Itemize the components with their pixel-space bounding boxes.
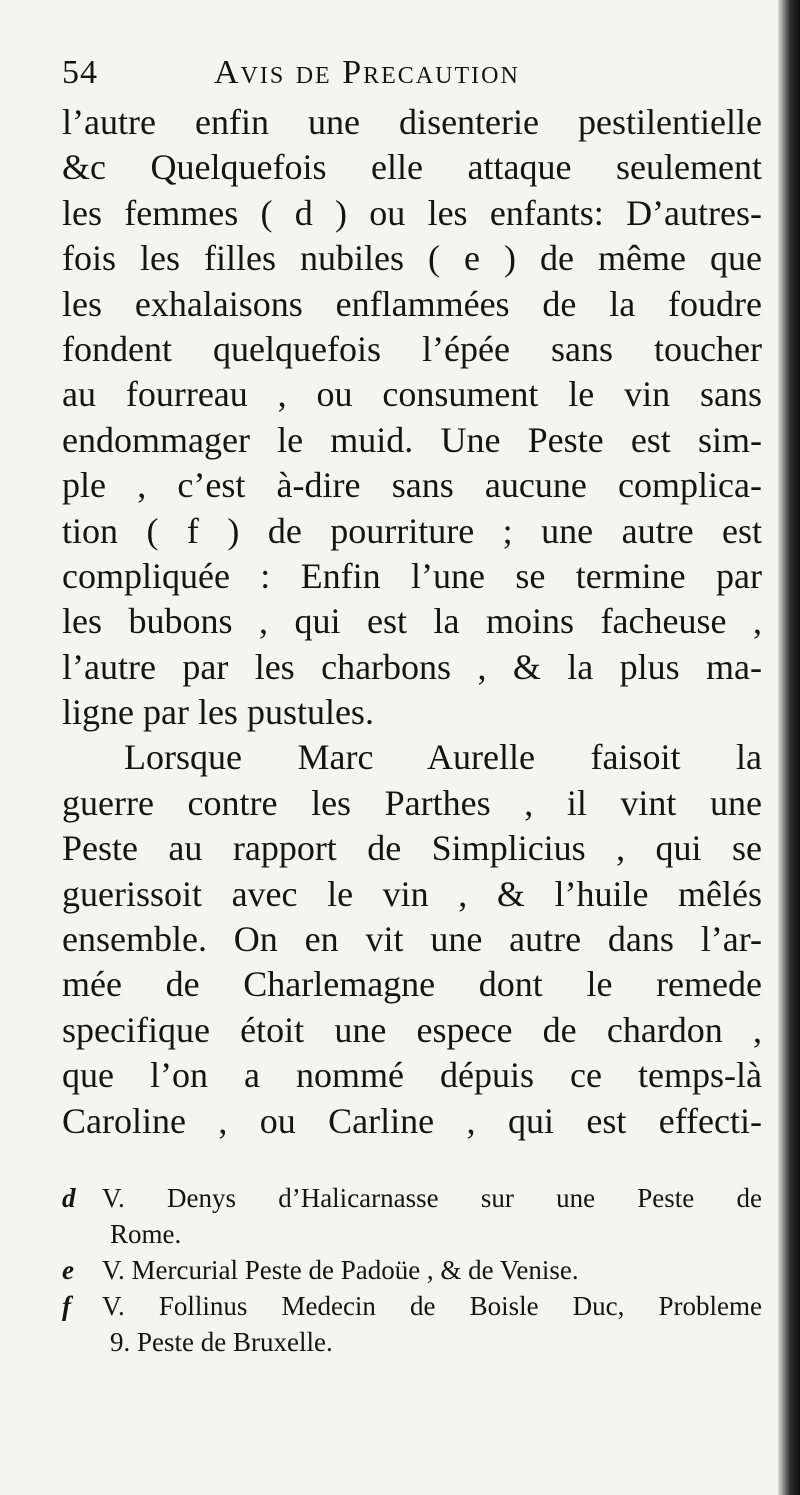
text-line: Caroline , ou Carline , qui est effecti- — [62, 1100, 762, 1141]
footnote-e — [62, 1252, 762, 1288]
text-line: Peste au rapport de Simplicius , qui se — [62, 828, 762, 869]
text-line: les exhalaisons enflammées de la foudre — [62, 283, 762, 324]
footnote-d — [62, 1180, 762, 1216]
page-header — [62, 54, 602, 100]
text-line: ensemble. On en vit une autre dans l’ar- — [62, 919, 762, 960]
text-line: que l’on a nommé dépuis ce temps-là — [62, 1055, 762, 1096]
footnote-mark: e — [62, 1255, 74, 1285]
body-text — [62, 100, 762, 1144]
text-line: tion ( f ) de pourriture ; une autre est — [62, 510, 762, 551]
text-line: l’autre enfin une disenterie pestilentielle — [62, 102, 762, 142]
footnote-f — [62, 1288, 762, 1324]
text-line: compliquée : Enfin l’une se termine par — [62, 555, 762, 596]
paragraph-end-line: ligne par les pustules. — [62, 692, 374, 733]
text-line: l’autre par les charbons , & la plus ma- — [62, 646, 762, 687]
text-line: endommager le muid. Une Peste est sim- — [62, 419, 762, 460]
text-line: fois les filles nubiles ( e ) de même que — [62, 238, 762, 279]
text-line: guerre contre les Parthes , il vint une — [62, 782, 762, 823]
paragraph-start-line: Lorsque Marc Aurelle faisoit la — [124, 737, 762, 778]
footnote-text: V. Denys d’Halicarnasse sur une Peste de — [102, 1183, 762, 1213]
footnote-text: V. Follinus Medecin de Boisle Duc, Probleme — [102, 1291, 762, 1321]
footnote-mark: d — [62, 1183, 76, 1213]
page-number: 54 — [62, 54, 98, 91]
text-line: les femmes ( d ) ou les enfants: D’autres- — [62, 192, 762, 233]
text-line: specifique étoit une espece de chardon , — [62, 1009, 762, 1050]
text-line: fondent quelquefois l’épée sans toucher — [62, 328, 762, 369]
footnote-mark: f — [62, 1291, 71, 1321]
text-line: au fourreau , ou consument le vin sans — [62, 374, 762, 415]
footnote-text: V. Mercurial Peste de Padoüe , & de Venise. — [102, 1255, 579, 1285]
page-edge-shadow — [778, 0, 800, 1495]
footnote-continuation: 9. Peste de Bruxelle. — [110, 1327, 333, 1357]
footnotes — [62, 1180, 762, 1360]
text-line: ple , c’est à-dire sans aucune complica- — [62, 465, 762, 506]
text-line: mée de Charlemagne dont le remede — [62, 964, 762, 1005]
text-line: les bubons , qui est la moins facheuse , — [62, 601, 762, 642]
running-title: Avis de Precaution — [214, 54, 520, 91]
text-line: guerissoit avec le vin , & l’huile mêlés — [62, 873, 762, 914]
text-line: &c Quelquefois elle attaque seulement — [62, 147, 762, 188]
footnote-continuation: Rome. — [110, 1219, 182, 1249]
